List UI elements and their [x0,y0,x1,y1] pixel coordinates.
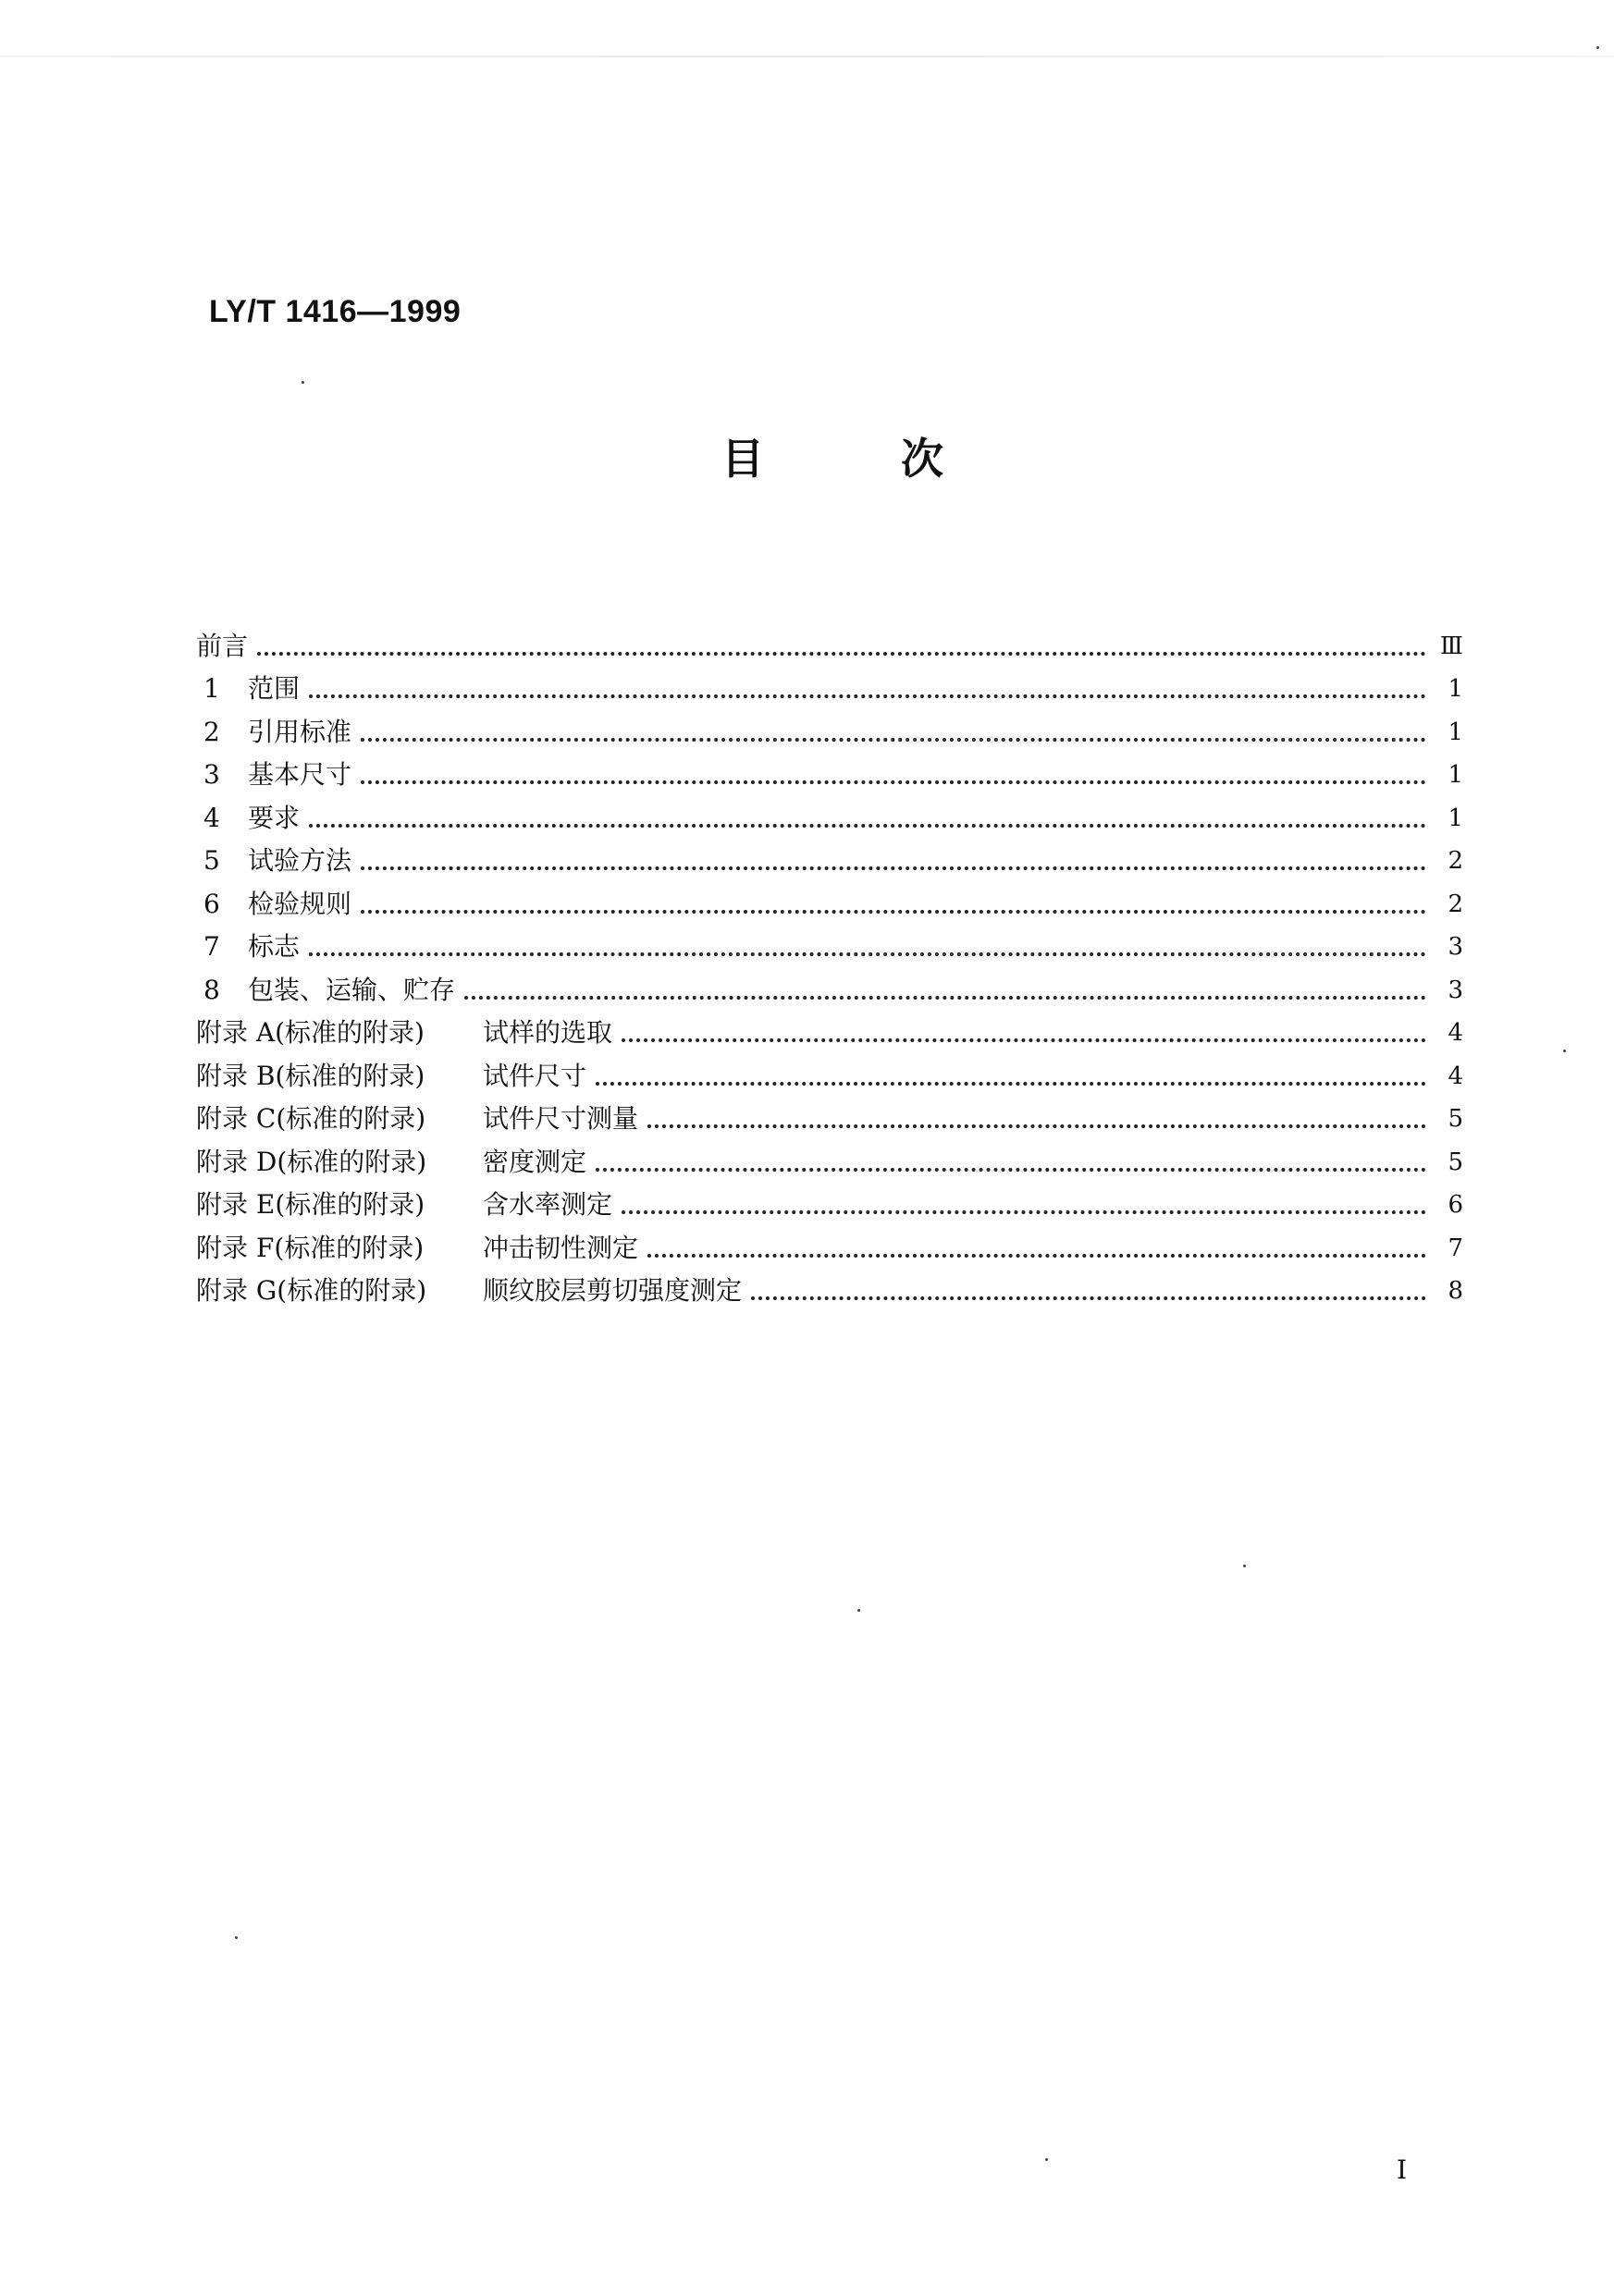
appendix-title: 试样的选取 [483,1017,613,1048]
toc-appendix-entry[interactable] [196,1051,1463,1095]
toc-page-number: 8 [1448,1277,1463,1305]
toc-entry-text: 要求 [248,802,301,833]
toc-entry-text: 引用标准 [248,716,352,747]
toc-page-number: 4 [1448,1019,1463,1047]
toc-entry-number: 3 [203,759,220,790]
scan-speck [302,381,304,384]
toc-entry[interactable] [196,665,1463,708]
dot-leader [309,693,1426,698]
toc-page-number: 3 [1448,976,1463,1004]
appendix-title: 密度测定 [483,1146,587,1177]
scan-speck [1045,2158,1048,2161]
dot-leader [464,994,1426,1000]
appendix-designation: 附录 F(标准的附录) [196,1232,425,1263]
toc-entry[interactable] [196,837,1463,880]
dot-leader [622,1209,1426,1214]
toc-entry-number: 7 [203,931,220,962]
toc-entry-text: 包装、运输、贮存 [248,974,456,1005]
dot-leader [309,951,1426,956]
scan-speck [1243,1565,1246,1567]
toc-page-number: 7 [1448,1234,1463,1262]
toc-page-number: Ⅲ [1439,632,1463,660]
toc-appendix-entry[interactable] [196,1137,1463,1181]
toc-page-number: 1 [1448,761,1463,789]
toc-page-number: 2 [1448,890,1463,918]
scan-speck [1596,46,1599,49]
appendix-title: 顺纹胶层剪切强度测定 [483,1275,743,1306]
toc-appendix-entry[interactable] [196,1181,1463,1224]
toc-entry-text: 范围 [248,673,301,704]
toc-entry-text: 检验规则 [248,888,352,919]
toc-entry[interactable] [196,879,1463,923]
scan-speck [235,1936,238,1939]
standard-code: LY/T 1416—1999 [209,294,462,329]
toc-entry[interactable] [196,621,1463,665]
toc-entry[interactable] [196,965,1463,1009]
scan-edge-line [0,55,1614,57]
toc-appendix-entry[interactable] [196,1267,1463,1310]
toc-appendix-entry[interactable] [196,1009,1463,1052]
page-folio: I [1397,2155,1408,2185]
toc-page-number: 4 [1448,1062,1463,1090]
dot-leader [361,908,1426,914]
toc-page-number: 6 [1448,1191,1463,1219]
toc-page-number: 1 [1448,804,1463,832]
dot-leader [596,1166,1426,1172]
appendix-title: 试件尺寸测量 [483,1103,639,1134]
toc-page-number: 1 [1448,675,1463,703]
toc-entry-number: 1 [203,673,220,704]
toc-entry-number: 5 [203,845,220,876]
dot-leader [647,1252,1426,1258]
dot-leader [622,1037,1426,1042]
appendix-designation: 附录 D(标准的附录) [196,1146,427,1177]
title-char-1: 目 [721,434,764,484]
toc-entry-text: 前言 [196,630,249,661]
toc-page-number: 2 [1448,847,1463,875]
scan-speck [857,1609,860,1612]
dot-leader [361,779,1426,784]
scan-speck [1563,1050,1566,1052]
toc-entry-text: 标志 [248,931,301,962]
toc-entry-text: 试验方法 [248,845,352,876]
appendix-designation: 附录 E(标准的附录) [196,1189,425,1220]
dot-leader [361,736,1426,742]
toc-page-number: 1 [1448,718,1463,746]
toc-entry-number: 2 [203,716,220,747]
dot-leader [751,1295,1426,1300]
appendix-designation: 附录 C(标准的附录) [196,1103,426,1134]
appendix-designation: 附录 B(标准的附录) [196,1060,425,1091]
appendix-title: 冲击韧性测定 [483,1232,639,1263]
appendix-title: 试件尺寸 [483,1060,587,1091]
toc-appendix-entry[interactable] [196,1095,1463,1138]
dot-leader [309,822,1426,828]
toc-entry-text: 基本尺寸 [248,759,352,790]
dot-leader [361,865,1426,870]
toc-page-number: 5 [1448,1105,1463,1133]
toc-entry[interactable] [196,793,1463,837]
toc-entry[interactable] [196,923,1463,966]
toc-entry-number: 4 [203,802,220,833]
appendix-designation: 附录 A(标准的附录) [196,1017,425,1048]
dot-leader [596,1080,1426,1086]
table-of-contents [196,621,1463,1309]
toc-entry[interactable] [196,751,1463,794]
appendix-title: 含水率测定 [483,1189,613,1220]
toc-entry-number: 6 [203,888,220,919]
toc-page-number: 3 [1448,933,1463,961]
toc-appendix-entry[interactable] [196,1223,1463,1267]
appendix-designation: 附录 G(标准的附录) [196,1275,427,1306]
dot-leader [647,1123,1426,1128]
toc-page-number: 5 [1448,1148,1463,1176]
toc-entry[interactable] [196,707,1463,751]
dot-leader [257,650,1426,656]
toc-entry-number: 8 [203,974,220,1005]
title-char-2: 次 [901,434,943,484]
